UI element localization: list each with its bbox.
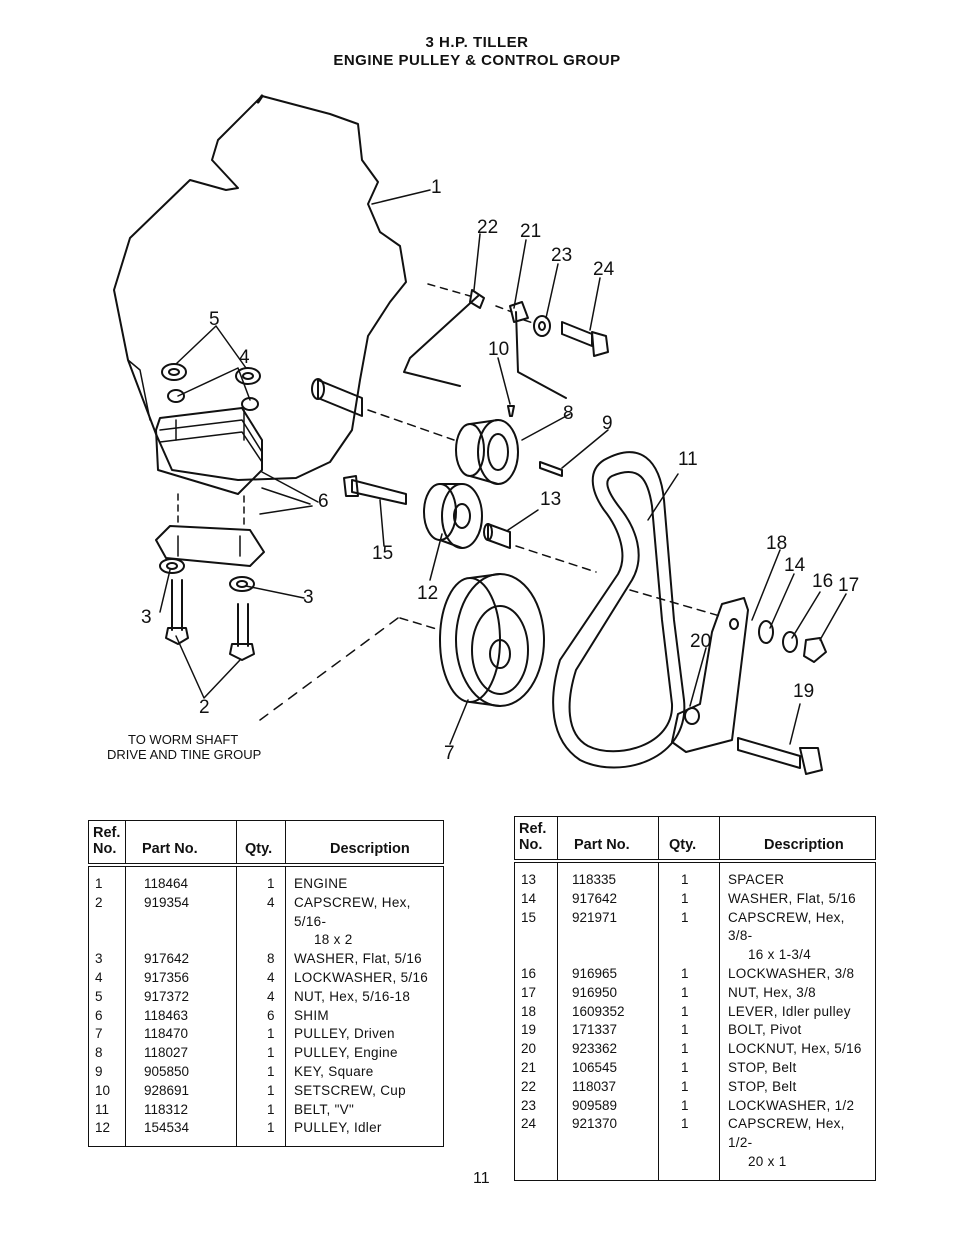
table-row xyxy=(515,965,876,984)
description-cell: SPACER xyxy=(720,861,876,890)
table-row xyxy=(89,969,444,988)
table-row xyxy=(515,861,876,890)
part-no-cell: 916950 xyxy=(558,984,659,1003)
parts-table-left xyxy=(88,820,444,1147)
page-number: 11 xyxy=(473,1170,490,1187)
qty-cell: 1 xyxy=(659,1021,720,1040)
ref-cell: 5 xyxy=(89,988,126,1007)
ref-cell: 7 xyxy=(89,1025,126,1044)
table-row xyxy=(515,890,876,909)
worm-shaft-note-line-2: DRIVE AND TINE GROUP xyxy=(107,747,262,762)
qty-cell: 4 xyxy=(237,969,286,988)
parts-table-right xyxy=(514,816,876,1181)
table-header-row xyxy=(89,821,444,866)
description-cell: LOCKWASHER, 5/16 xyxy=(286,969,444,988)
callout-20: 20 xyxy=(690,631,712,652)
ref-cell: 23 xyxy=(515,1097,558,1116)
part-no-cell: 118470 xyxy=(126,1025,237,1044)
part-no-cell: 916965 xyxy=(558,965,659,984)
description-cell: NUT, Hex, 5/16-18 xyxy=(286,988,444,1007)
table-row xyxy=(89,1007,444,1026)
title-line-1: 3 H.P. TILLER xyxy=(425,34,529,51)
table-row xyxy=(515,1021,876,1040)
title-line-2: ENGINE PULLEY & CONTROL GROUP xyxy=(333,52,621,69)
ref-cell: 1 xyxy=(89,865,126,894)
qty-cell: 4 xyxy=(237,988,286,1007)
qty-cell: 1 xyxy=(659,1059,720,1078)
callout-19: 19 xyxy=(793,681,815,702)
description-cell: SETSCREW, Cup xyxy=(286,1082,444,1101)
ref-cell: 21 xyxy=(515,1059,558,1078)
callout-7: 7 xyxy=(444,743,455,764)
table-row xyxy=(515,1059,876,1078)
table-row xyxy=(89,1101,444,1120)
ref-cell: 22 xyxy=(515,1078,558,1097)
ref-cell: 4 xyxy=(89,969,126,988)
qty-cell: 8 xyxy=(237,950,286,969)
ref-cell: 18 xyxy=(515,1003,558,1022)
idler-pulley xyxy=(424,484,456,540)
ref-cell: 9 xyxy=(89,1063,126,1082)
part-no-cell: 154534 xyxy=(126,1119,237,1146)
part-no-cell: 106545 xyxy=(558,1059,659,1078)
table-header-row xyxy=(515,817,876,862)
ref-cell: 20 xyxy=(515,1040,558,1059)
callout-15: 15 xyxy=(372,543,394,564)
description-cell: CAPSCREW, Hex, 3/8- 16 x 1-3/4 xyxy=(720,909,876,965)
part-no-cell: 923362 xyxy=(558,1040,659,1059)
qty-cell: 1 xyxy=(659,1003,720,1022)
ref-cell: 19 xyxy=(515,1021,558,1040)
callout-12: 12 xyxy=(417,583,439,604)
callout-4: 4 xyxy=(239,347,250,368)
callout-14: 14 xyxy=(784,555,806,576)
ref-cell: 11 xyxy=(89,1101,126,1120)
part-no-cell: 118027 xyxy=(126,1044,237,1063)
description-cell: WASHER, Flat, 5/16 xyxy=(286,950,444,969)
ref-no-header: Ref. No. xyxy=(515,817,558,862)
belt-stop-21 xyxy=(516,312,566,398)
table-row xyxy=(515,1040,876,1059)
part-no-cell: 921971 xyxy=(558,909,659,965)
worm-shaft-note-line-1: TO WORM SHAFT xyxy=(128,732,239,747)
description-cell: SHIM xyxy=(286,1007,444,1026)
callout-22: 22 xyxy=(477,217,499,238)
driven-pulley xyxy=(440,578,500,702)
part-no-cell: 171337 xyxy=(558,1021,659,1040)
callout-10: 10 xyxy=(488,339,510,360)
qty-cell: 1 xyxy=(659,1097,720,1116)
ref-cell: 12 xyxy=(89,1119,126,1146)
description-cell: PULLEY, Idler xyxy=(286,1119,444,1146)
description-cell: LOCKWASHER, 3/8 xyxy=(720,965,876,984)
callout-3b: 3 xyxy=(141,607,152,628)
description-cell: STOP, Belt xyxy=(720,1078,876,1097)
part-no-cell: 919354 xyxy=(126,894,237,950)
qty-header: Qty. xyxy=(659,817,720,862)
qty-cell: 1 xyxy=(237,1063,286,1082)
part-no-header: Part No. xyxy=(558,817,659,862)
callout-18: 18 xyxy=(766,533,788,554)
description-cell: LOCKNUT, Hex, 5/16 xyxy=(720,1040,876,1059)
description-cell: ENGINE xyxy=(286,865,444,894)
qty-cell: 1 xyxy=(237,1044,286,1063)
qty-cell: 1 xyxy=(659,861,720,890)
callout-8: 8 xyxy=(563,403,574,424)
table-row xyxy=(515,1097,876,1116)
description-header: Description xyxy=(286,821,444,866)
description-header: Description xyxy=(720,817,876,862)
part-no-cell: 917372 xyxy=(126,988,237,1007)
ref-cell: 16 xyxy=(515,965,558,984)
callout-2: 2 xyxy=(199,697,210,718)
part-no-cell: 921370 xyxy=(558,1115,659,1180)
ref-cell: 10 xyxy=(89,1082,126,1101)
qty-cell: 1 xyxy=(659,1040,720,1059)
ref-cell: 14 xyxy=(515,890,558,909)
callout-1: 1 xyxy=(431,177,442,198)
belt-stop-22 xyxy=(404,296,478,386)
part-no-cell: 917356 xyxy=(126,969,237,988)
description-cell: STOP, Belt xyxy=(720,1059,876,1078)
description-cell: BOLT, Pivot xyxy=(720,1021,876,1040)
qty-cell: 6 xyxy=(237,1007,286,1026)
table-row xyxy=(515,909,876,965)
description-cell: LOCKWASHER, 1/2 xyxy=(720,1097,876,1116)
callout-23: 23 xyxy=(551,245,573,266)
description-cell: BELT, "V" xyxy=(286,1101,444,1120)
description-cell: NUT, Hex, 3/8 xyxy=(720,984,876,1003)
ref-cell: 15 xyxy=(515,909,558,965)
callout-13: 13 xyxy=(540,489,562,510)
ref-cell: 6 xyxy=(89,1007,126,1026)
table-row xyxy=(89,988,444,1007)
part-no-cell: 118464 xyxy=(126,865,237,894)
description-cell: KEY, Square xyxy=(286,1063,444,1082)
qty-cell: 1 xyxy=(659,1078,720,1097)
description-cell: WASHER, Flat, 5/16 xyxy=(720,890,876,909)
qty-cell: 1 xyxy=(237,1101,286,1120)
callout-3a: 3 xyxy=(303,587,314,608)
qty-cell: 1 xyxy=(237,1082,286,1101)
qty-cell: 1 xyxy=(659,890,720,909)
description-cell: PULLEY, Engine xyxy=(286,1044,444,1063)
ref-cell: 17 xyxy=(515,984,558,1003)
callout-17: 17 xyxy=(838,575,860,596)
part-no-cell: 118463 xyxy=(126,1007,237,1026)
qty-cell: 1 xyxy=(659,1115,720,1180)
qty-cell: 1 xyxy=(659,909,720,965)
part-no-cell: 917642 xyxy=(558,890,659,909)
part-no-cell: 1609352 xyxy=(558,1003,659,1022)
ref-cell: 24 xyxy=(515,1115,558,1180)
table-row xyxy=(89,950,444,969)
table-row xyxy=(515,1078,876,1097)
table-row xyxy=(89,865,444,894)
callout-21: 21 xyxy=(520,221,542,242)
table-row xyxy=(89,1082,444,1101)
part-no-cell: 118312 xyxy=(126,1101,237,1120)
callout-24: 24 xyxy=(593,259,615,280)
table-row xyxy=(89,1044,444,1063)
qty-cell: 1 xyxy=(237,1119,286,1146)
table-row xyxy=(515,1003,876,1022)
callout-5: 5 xyxy=(209,309,220,330)
v-belt xyxy=(553,452,684,767)
ref-cell: 8 xyxy=(89,1044,126,1063)
qty-cell: 4 xyxy=(237,894,286,950)
ref-cell: 2 xyxy=(89,894,126,950)
part-no-cell: 917642 xyxy=(126,950,237,969)
part-no-cell: 118335 xyxy=(558,861,659,890)
qty-cell: 1 xyxy=(237,1025,286,1044)
part-no-header: Part No. xyxy=(126,821,237,866)
ref-cell: 3 xyxy=(89,950,126,969)
part-no-cell: 909589 xyxy=(558,1097,659,1116)
description-cell: PULLEY, Driven xyxy=(286,1025,444,1044)
table-row xyxy=(515,984,876,1003)
qty-header: Qty. xyxy=(237,821,286,866)
table-row xyxy=(89,894,444,950)
callout-9: 9 xyxy=(602,413,613,434)
table-row xyxy=(89,1119,444,1146)
table-row xyxy=(89,1063,444,1082)
callout-16: 16 xyxy=(812,571,834,592)
ref-cell: 13 xyxy=(515,861,558,890)
description-cell: CAPSCREW, Hex, 5/16- 18 x 2 xyxy=(286,894,444,950)
part-no-cell: 118037 xyxy=(558,1078,659,1097)
qty-cell: 1 xyxy=(237,865,286,894)
ref-no-header: Ref. No. xyxy=(89,821,126,866)
table-row xyxy=(89,1025,444,1044)
description-cell: LEVER, Idler pulley xyxy=(720,1003,876,1022)
part-no-cell: 928691 xyxy=(126,1082,237,1101)
shim-stack xyxy=(156,408,262,494)
table-row xyxy=(515,1115,876,1180)
qty-cell: 1 xyxy=(659,965,720,984)
callout-6: 6 xyxy=(318,491,329,512)
part-no-cell: 905850 xyxy=(126,1063,237,1082)
callout-11: 11 xyxy=(678,449,698,470)
qty-cell: 1 xyxy=(659,984,720,1003)
description-cell: CAPSCREW, Hex, 1/2- 20 x 1 xyxy=(720,1115,876,1180)
